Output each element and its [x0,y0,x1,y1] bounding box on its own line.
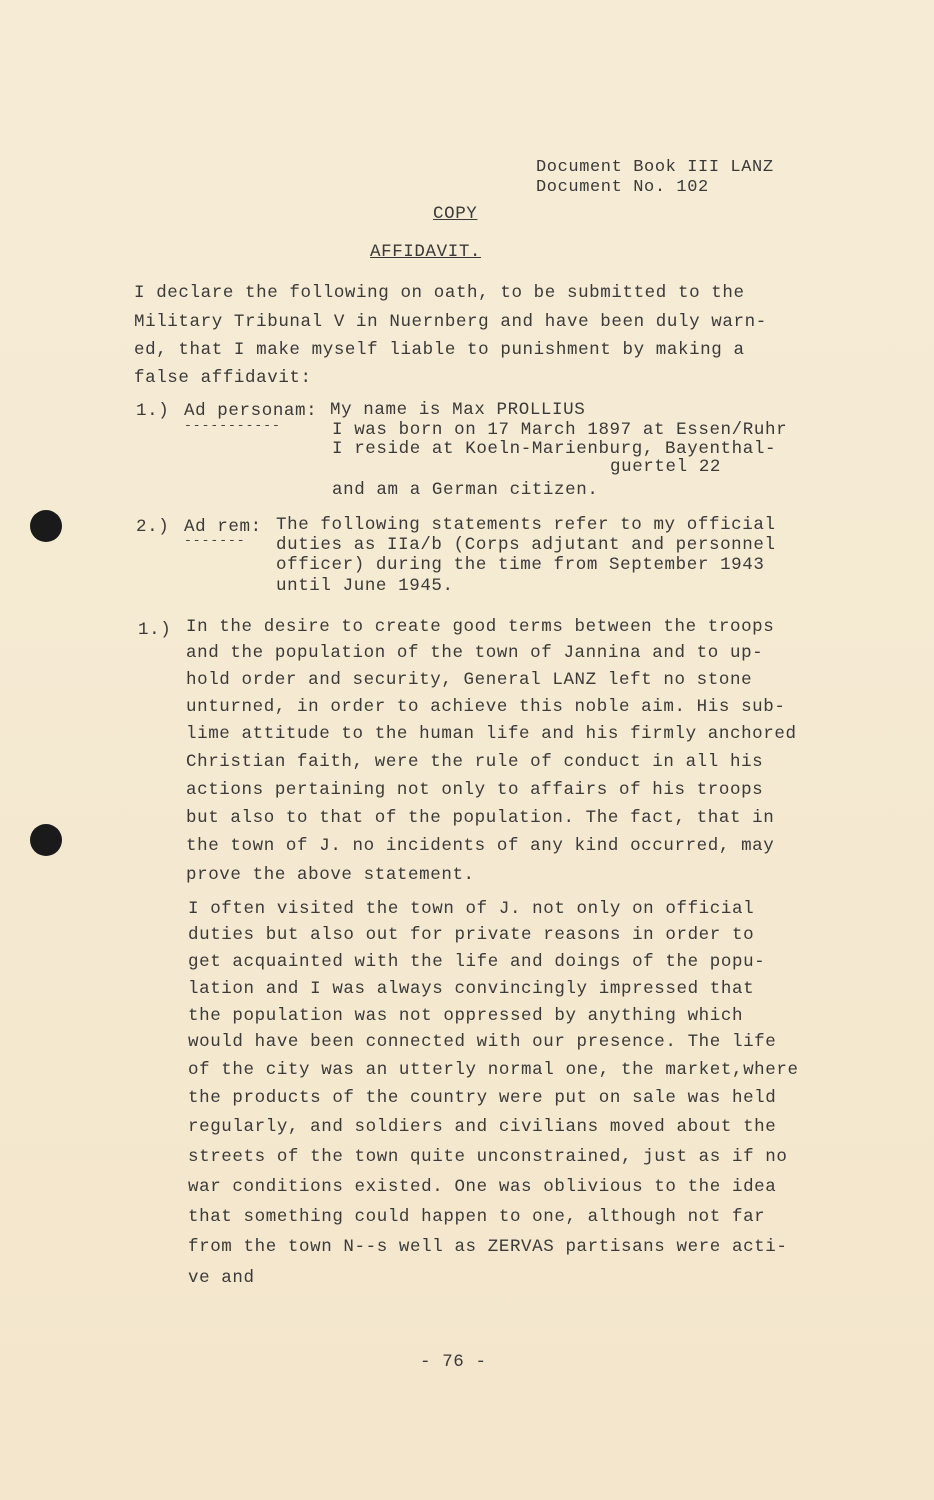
paragraph-line: of the city was an utterly normal one, the market,where [188,1060,799,1080]
personal-detail: I reside at Koeln-Marienburg, Bayenthal- [332,439,777,459]
personal-detail: I was born on 17 March 1897 at Essen/Ruhr [332,420,788,440]
paragraph-line: that something could happen to one, although not far [188,1207,766,1227]
paragraph-line: I often visited the town of J. not only on official [188,899,755,919]
intro-line: ed, that I make myself liable to punishment by making a [134,340,745,360]
copy-label: COPY [433,204,478,224]
personal-detail: and am a German citizen. [332,480,599,500]
paragraph-line: actions pertaining not only to affairs of his troops [186,780,764,800]
intro-line: Military Tribunal V in Nuernberg and have been duly warn- [134,312,767,332]
paragraph-line: war conditions existed. One was oblivious to the idea [188,1177,777,1197]
document-book-label: Document Book III LANZ [536,158,774,177]
personal-detail: My name is Max PROLLIUS [330,400,586,420]
section-number: 1.) [136,401,170,421]
paragraph-line: the population was not oppressed by anything which [188,1006,744,1026]
punch-hole-bottom [30,824,62,856]
paragraph-line: from the town N--s well as ZERVAS partisans were acti- [188,1237,788,1257]
paragraph-line: would have been connected with our presence. The life [188,1032,777,1052]
paragraph-line: get acquainted with the life and doings of the popu- [188,952,766,972]
punch-hole-top [30,510,62,542]
duties-detail: duties as IIa/b (Corps adjutant and personnel [276,535,776,555]
paragraph-line: the products of the country were put on sale was held [188,1088,777,1108]
paragraph-number: 1.) [138,620,172,640]
section-label-underline: ------- [184,533,246,548]
intro-line: false affidavit: [134,368,312,388]
duties-detail: The following statements refer to my official [276,515,776,535]
personal-detail: guertel 22 [610,457,722,477]
paragraph-line: Christian faith, were the rule of conduct in all his [186,752,764,772]
section-number: 2.) [136,517,170,537]
intro-line: I declare the following on oath, to be submitted to the [134,283,745,303]
section-label-underline: ----------- [184,418,281,433]
paragraph-line: regularly, and soldiers and civilians moved about the [188,1117,777,1137]
paragraph-line: lation and I was always convincingly impressed that [188,979,755,999]
duties-detail: officer) during the time from September 1943 [276,555,765,575]
paragraph-line: but also to that of the population. The fact, that in [186,808,775,828]
paragraph-line: duties but also out for private reasons in order to [188,925,755,945]
section-label: Ad personam: [184,401,318,421]
paragraph-line: prove the above statement. [186,865,475,885]
section-label: Ad rem: [184,517,262,537]
paragraph-line: streets of the town quite unconstrained, just as if no [188,1147,788,1167]
paragraph-line: unturned, in order to achieve this noble aim. His sub- [186,697,786,717]
paragraph-line: lime attitude to the human life and his firmly anchored [186,724,797,744]
paragraph-line: and the population of the town of Jannina and to up- [186,643,764,663]
paragraph-line: the town of J. no incidents of any kind occurred, may [186,836,775,856]
document-title: AFFIDAVIT. [370,242,482,262]
paragraph-line: hold order and security, General LANZ left no stone [186,670,753,690]
duties-detail: until June 1945. [276,576,454,596]
paragraph-line: ve and [188,1268,255,1288]
page-number: - 76 - [420,1352,487,1372]
paragraph-line: In the desire to create good terms between the troops [186,617,775,637]
document-number-label: Document No. 102 [536,178,709,197]
